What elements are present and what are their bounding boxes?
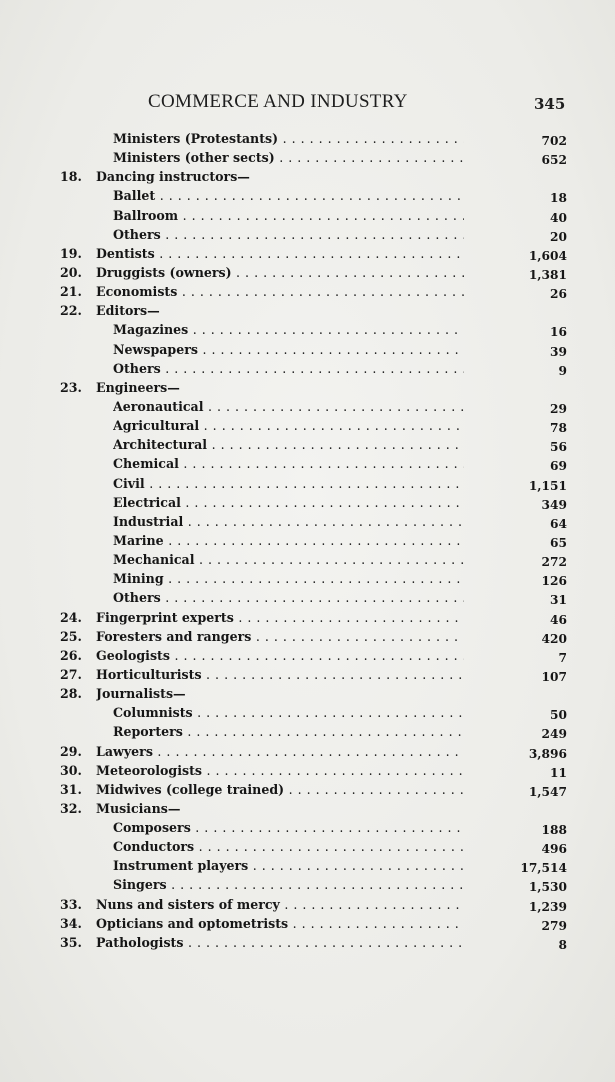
entry-count: 3,896 bbox=[528, 746, 567, 761]
list-item bbox=[0, 246, 615, 265]
entry-label: Reporters . . . bbox=[113, 724, 464, 739]
entry-count: 29 bbox=[550, 401, 567, 416]
list-item bbox=[0, 303, 615, 322]
entry-count: 64 bbox=[550, 516, 567, 531]
list-item bbox=[0, 418, 615, 437]
entry-count: 11 bbox=[550, 765, 567, 780]
entry-label: Agricultural . . . bbox=[113, 418, 464, 433]
list-item bbox=[0, 552, 615, 571]
entry-count: 26 bbox=[550, 287, 567, 302]
entry-label: Lawyers . . . bbox=[96, 744, 464, 759]
list-item bbox=[0, 610, 615, 629]
entry-number: 33. bbox=[60, 896, 82, 912]
list-item bbox=[0, 897, 615, 916]
entry-label: Others . . . bbox=[113, 590, 464, 605]
entry-count: 1,604 bbox=[528, 248, 567, 263]
list-item bbox=[0, 724, 615, 743]
entry-label: Mechanical . . . bbox=[113, 552, 464, 567]
entry-count: 18 bbox=[550, 191, 567, 206]
entry-number: 34. bbox=[60, 915, 82, 931]
list-item bbox=[0, 322, 615, 341]
entry-count: 652 bbox=[541, 153, 567, 168]
entry-label: Chemical . . . bbox=[113, 456, 464, 471]
entry-label: Industrial . . . bbox=[113, 514, 464, 529]
list-item bbox=[0, 399, 615, 418]
entry-count: 279 bbox=[541, 918, 567, 933]
entry-label: Meteorologists . . . bbox=[96, 763, 464, 778]
entry-label: Ministers (Protestants) . . . bbox=[113, 131, 464, 146]
entry-number: 18. bbox=[60, 169, 82, 185]
list-item bbox=[0, 916, 615, 935]
entry-label: Ballroom . . . bbox=[113, 208, 464, 223]
list-item bbox=[0, 801, 615, 820]
entry-label: Pathologists . . . bbox=[96, 935, 464, 950]
list-item bbox=[0, 495, 615, 514]
list-item bbox=[0, 744, 615, 763]
entry-label: Singers . . . bbox=[113, 877, 464, 892]
list-item bbox=[0, 533, 615, 552]
entry-label: Fingerprint experts . . . bbox=[96, 610, 464, 625]
entry-label: Mining . . . bbox=[113, 571, 464, 586]
entry-count: 1,381 bbox=[528, 267, 567, 282]
list-item bbox=[0, 208, 615, 227]
entry-label: Electrical . . . bbox=[113, 495, 464, 510]
entry-count: 31 bbox=[550, 593, 567, 608]
entry-count: 56 bbox=[550, 440, 567, 455]
entry-label: Engineers— bbox=[96, 379, 180, 395]
entry-label: Economists . . . bbox=[96, 284, 464, 299]
entry-number: 22. bbox=[60, 303, 82, 319]
entry-number: 25. bbox=[60, 628, 82, 644]
list-item bbox=[0, 820, 615, 839]
entry-count: 1,239 bbox=[528, 899, 567, 914]
entry-label: Midwives (college trained) . . . bbox=[96, 782, 464, 797]
entry-number: 32. bbox=[60, 800, 82, 816]
entry-count: 702 bbox=[541, 134, 567, 148]
list-item bbox=[0, 284, 615, 303]
list-item bbox=[0, 476, 615, 495]
list-item bbox=[0, 456, 615, 475]
entry-count: 349 bbox=[541, 497, 567, 512]
list-item bbox=[0, 877, 615, 896]
entry-count: 7 bbox=[558, 650, 567, 665]
entry-count: 249 bbox=[541, 727, 567, 742]
entry-number: 29. bbox=[60, 743, 82, 759]
entry-count: 46 bbox=[550, 612, 567, 627]
list-item bbox=[0, 150, 615, 169]
list-item bbox=[0, 380, 615, 399]
list-item bbox=[0, 935, 615, 954]
entry-count: 107 bbox=[541, 669, 567, 684]
entry-number: 19. bbox=[60, 245, 82, 261]
entry-count: 40 bbox=[550, 210, 567, 225]
entry-number: 28. bbox=[60, 686, 82, 702]
entry-count: 9 bbox=[558, 363, 567, 378]
entry-count: 69 bbox=[550, 459, 567, 474]
entry-label: Marine . . . bbox=[113, 533, 464, 548]
entry-label: Ballet . . . bbox=[113, 188, 464, 203]
entry-number: 27. bbox=[60, 666, 82, 682]
entry-label: Columnists . . . bbox=[113, 705, 464, 720]
list-item bbox=[0, 188, 615, 207]
entry-label: Dancing instructors— bbox=[96, 169, 250, 185]
entry-label: Geologists . . . bbox=[96, 648, 464, 663]
entry-count: 50 bbox=[550, 708, 567, 723]
occupation-list bbox=[0, 131, 615, 954]
list-item bbox=[0, 227, 615, 246]
entry-number: 21. bbox=[60, 284, 82, 300]
entry-label: Journalists— bbox=[96, 686, 186, 702]
entry-label: Horticulturists . . . bbox=[96, 667, 464, 682]
entry-label: Civil . . . bbox=[113, 476, 464, 491]
entry-label: Editors— bbox=[96, 303, 160, 319]
entry-label: Composers . . . bbox=[113, 820, 464, 835]
entry-count: 272 bbox=[541, 555, 567, 570]
list-item bbox=[0, 590, 615, 609]
entry-count: 1,530 bbox=[528, 880, 567, 895]
entry-label: Opticians and optometrists . . . bbox=[96, 916, 464, 931]
list-item bbox=[0, 858, 615, 877]
list-item bbox=[0, 437, 615, 456]
list-item bbox=[0, 705, 615, 724]
entry-number: 24. bbox=[60, 609, 82, 625]
entry-number: 35. bbox=[60, 934, 82, 950]
list-item bbox=[0, 782, 615, 801]
entry-label: Instrument players . . . bbox=[113, 858, 464, 873]
entry-label: Nuns and sisters of mercy . . . bbox=[96, 897, 464, 912]
list-item bbox=[0, 342, 615, 361]
list-item bbox=[0, 265, 615, 284]
entry-count: 39 bbox=[550, 344, 567, 359]
entry-count: 1,151 bbox=[528, 478, 567, 493]
list-item bbox=[0, 361, 615, 380]
entry-label: Architectural . . . bbox=[113, 437, 464, 452]
list-item bbox=[0, 839, 615, 858]
list-item bbox=[0, 514, 615, 533]
list-item bbox=[0, 763, 615, 782]
list-item bbox=[0, 169, 615, 188]
page-title: COMMERCE AND INDUSTRY bbox=[148, 91, 408, 112]
page-number: 345 bbox=[534, 95, 566, 113]
entry-count: 17,514 bbox=[520, 861, 567, 876]
entry-count: 78 bbox=[550, 421, 567, 436]
entry-label: Druggists (owners) . . . bbox=[96, 265, 464, 280]
entry-label: Ministers (other sects) . . . bbox=[113, 150, 464, 165]
entry-count: 1,547 bbox=[528, 784, 567, 799]
entry-count: 496 bbox=[541, 842, 567, 857]
entry-label: Musicians— bbox=[96, 800, 181, 816]
list-item bbox=[0, 629, 615, 648]
entry-label: Magazines . . . bbox=[113, 322, 464, 337]
entry-number: 30. bbox=[60, 762, 82, 778]
list-item bbox=[0, 686, 615, 705]
entry-label: Dentists . . . bbox=[96, 246, 464, 261]
entry-count: 8 bbox=[558, 937, 567, 952]
entry-label: Aeronautical . . . bbox=[113, 399, 464, 414]
entry-label: Others . . . bbox=[113, 227, 464, 242]
entry-label: Newspapers . . . bbox=[113, 342, 464, 357]
entry-label: Foresters and rangers . . . bbox=[96, 629, 464, 644]
entry-number: 23. bbox=[60, 379, 82, 395]
entry-label: Others . . . bbox=[113, 361, 464, 376]
entry-count: 126 bbox=[541, 574, 567, 589]
entry-number: 31. bbox=[60, 781, 82, 797]
list-item bbox=[0, 648, 615, 667]
list-item bbox=[0, 131, 615, 150]
list-item bbox=[0, 667, 615, 686]
entry-number: 26. bbox=[60, 647, 82, 663]
entry-count: 16 bbox=[550, 325, 567, 340]
entry-label: Conductors . . . bbox=[113, 839, 464, 854]
entry-number: 20. bbox=[60, 264, 82, 280]
entry-count: 20 bbox=[550, 229, 567, 244]
entry-count: 65 bbox=[550, 535, 567, 550]
list-item bbox=[0, 571, 615, 590]
entry-count: 420 bbox=[541, 631, 567, 646]
entry-count: 188 bbox=[541, 823, 567, 838]
